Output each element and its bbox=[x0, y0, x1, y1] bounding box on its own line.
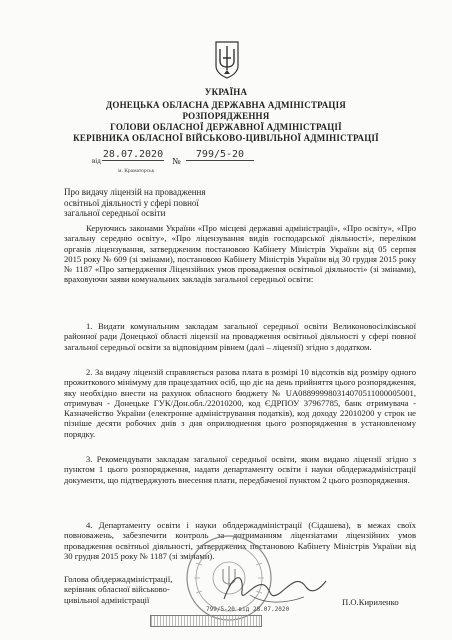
ecp-stamp-text: 799/5-20 від 28.07.2020 bbox=[206, 606, 290, 613]
signatory-position: Голова облдержадміністрації, керівник обласної військово-цивільної адміністрації bbox=[64, 574, 173, 605]
trident-emblem-icon bbox=[213, 40, 241, 80]
signatory-name: П.О.Кириленко bbox=[342, 597, 399, 607]
place-of-issue: м. Краматорськ bbox=[118, 168, 155, 174]
country-title: УКРАЇНА bbox=[204, 87, 248, 97]
number-label: № bbox=[172, 156, 181, 166]
clause-2: 2. За видачу ліцензій справляється разова плата в розмірі 10 відсотків від розміру одного прожиткового мінімуму для працездатних осіб, що діє на день прийняття цього розпорядження, яку необхідно внести на рахунок обласного бюджету № UA088999980314070511000005001, отримувач - Донецьке ГУК/Дон.обл./22010200, код ЄДРПОУ 37967785, банк отримувача - Казначейство України (електронне адміністрування податків), код доходу 22010200 у строк не пізніше десяти робочих днів з дня оприлюднення цього розпорядження в установленому порядку. bbox=[64, 367, 416, 439]
preamble-paragraph: Керуючись законами України «Про місцеві державні адміністрації», «Про освіту», «Про загальну середню освіту», «Про ліцензування видів господарської діяльності», переліком органів ліцензування, затвердженим постановою Кабінету Міністрів України від 05 серпня 2015 року № 609 (зі змінами), постановою Кабінету Міністрів України від 30 грудня 2015 року № 1187 «Про затвердження Ліцензійних умов провадження освітньої діяльності» (зі змінами), враховуючи заяви комунальних закладів загальної середньої освіти: bbox=[64, 223, 416, 285]
registration-date: 28.07.2020 bbox=[102, 149, 164, 160]
handwritten-signature-icon bbox=[220, 565, 330, 610]
clause-3: 3. Рекомендувати закладам загальної середньої освіти, яким видано ліцензії згідно з пунктом 1 цього розпорядження, надати департаменту освіти і науки облдержадміністрації документи, що підтверджують внесення плати, передбаченої пунктом 2 цього розпорядження. bbox=[64, 454, 416, 485]
issuer-title-1: ГОЛОВИ ОБЛАСНОЇ ДЕРЖАВНОЇ АДМІНІСТРАЦІЇ bbox=[110, 122, 342, 132]
registration-number: 799/5-20 bbox=[186, 149, 254, 161]
issuer-title-2: КЕРІВНИКА ОБЛАСНОЇ ВІЙСЬКОВО-ЦИВІЛЬНОЇ АДМІНІСТРАЦІЇ bbox=[73, 133, 379, 143]
document-type-title: РОЗПОРЯДЖЕННЯ bbox=[182, 111, 270, 121]
clause-4: 4. Департаменту освіти і науки облдержадміністрації (Сідашева), в межах своїх повноважень, забезпечити контроль за дотриманням ліцензіатами ліцензійних умов провадження освітньої діяльності, затверджених постановою Кабінету Міністрів України від 30 грудня 2015 року № 1187 (зі змінами). bbox=[64, 520, 416, 561]
administration-title: ДОНЕЦЬКА ОБЛАСНА ДЕРЖАВНА АДМІНІСТРАЦІЯ bbox=[105, 100, 347, 110]
clause-1: 1. Видати комунальним закладам загальної середньої освіти Великоновосілківської районної ради Донецької області ліцензії на провадження освітньої діяльності у сфері повної загальної середньої освіти за відповідним рівнем (далі – ліцензії) згідно з додатком. bbox=[64, 321, 416, 352]
date-label: від bbox=[92, 157, 101, 165]
electronic-signature-stamp bbox=[150, 615, 262, 627]
document-subject: Про видачу ліцензій на провадження освітньої діяльності у сфері повної загальної середньої освіти bbox=[64, 187, 206, 218]
